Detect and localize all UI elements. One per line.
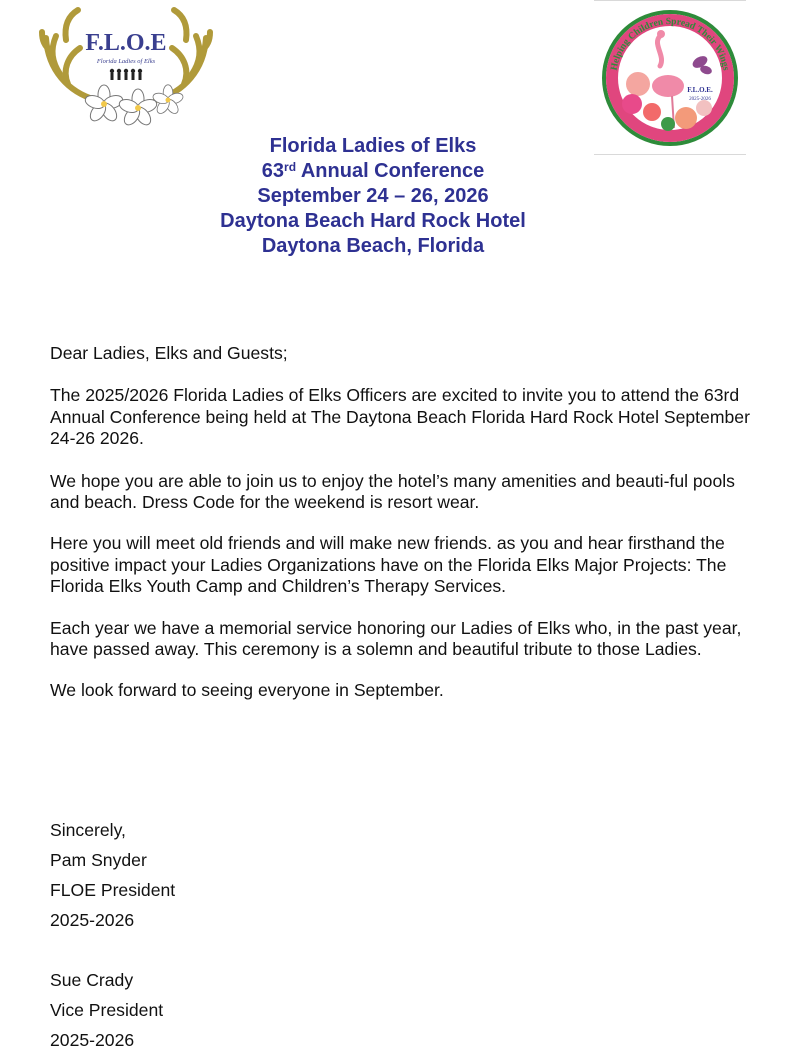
signoff-closing: Sincerely, [50,820,126,840]
signer-name: Sue Crady [50,970,134,990]
logo-subtext: Florida Ladies of Elks [96,58,156,65]
header-dates: September 24 – 26, 2026 [257,185,489,207]
header-conference-title [120,159,626,184]
floe-flamingo-seal [594,0,746,156]
letter-paragraph-memorial: Each year we have a memorial service honoring our Ladies of Elks who, in the past year, have passed away. This ceremony is a solemn and beautiful tribute to those Ladies. [50,617,742,660]
signoff-spacer [50,935,175,965]
header-conference-name: Annual Conference [296,160,485,182]
seal-center-subtext: 2025-2026 [689,97,711,102]
floe-antler-logo [38,0,214,134]
header-ordinal-number: 63 [261,160,285,182]
flamingo-seal-graphic [594,0,746,156]
header-location: Daytona Beach, Florida [261,235,485,257]
signer-title: Vice President [50,1000,164,1020]
logo-top-rule [594,0,746,1]
letter-signoff [50,815,175,1055]
signer-term: 2025-2026 [50,910,135,930]
signer-term: 2025-2026 [50,1030,135,1050]
letter-paragraph-closing: We look forward to seeing everyone in September. [50,680,444,701]
header-venue: Daytona Beach Hard Rock Hotel [220,210,526,232]
letter-body [50,343,766,702]
header-ordinal-suffix: rd [284,160,297,174]
letter-paragraph-invitation: The 2025/2026 Florida Ladies of Elks Officers are excited to invite you to attend the 63rd Annual Conference being held at The Daytona Beach Florida Hard Rock Hotel September 24-26 2026. [50,385,750,449]
letter-salutation: Dear Ladies, Elks and Guests; [50,343,288,363]
antler-logo-graphic [38,0,214,134]
seal-center-text: F.L.O.E. [687,86,713,94]
conference-header [120,134,626,259]
letter-paragraph-amenities: We hope you are able to join us to enjoy the hotel’s many amenities and beauti-ful pools and beach. Dress Code for the weekend is resort wear. [50,470,735,513]
letter-paragraph-friends: Here you will meet old friends and will make new friends. as you and hear firsthand the positive impact your Ladies Organizations have on the Florida Elks Major Projects: The Florida Elks Youth Camp and Children’s Therapy Services. [50,533,727,597]
signer-title: FLOE President [50,880,176,900]
header-org-name: Florida Ladies of Elks [269,135,477,157]
signer-name: Pam Snyder [50,850,147,870]
logo-floe-text: F.L.O.E [85,30,167,56]
seal-ring-text: Helping Children Spread Their Wings [609,16,731,72]
